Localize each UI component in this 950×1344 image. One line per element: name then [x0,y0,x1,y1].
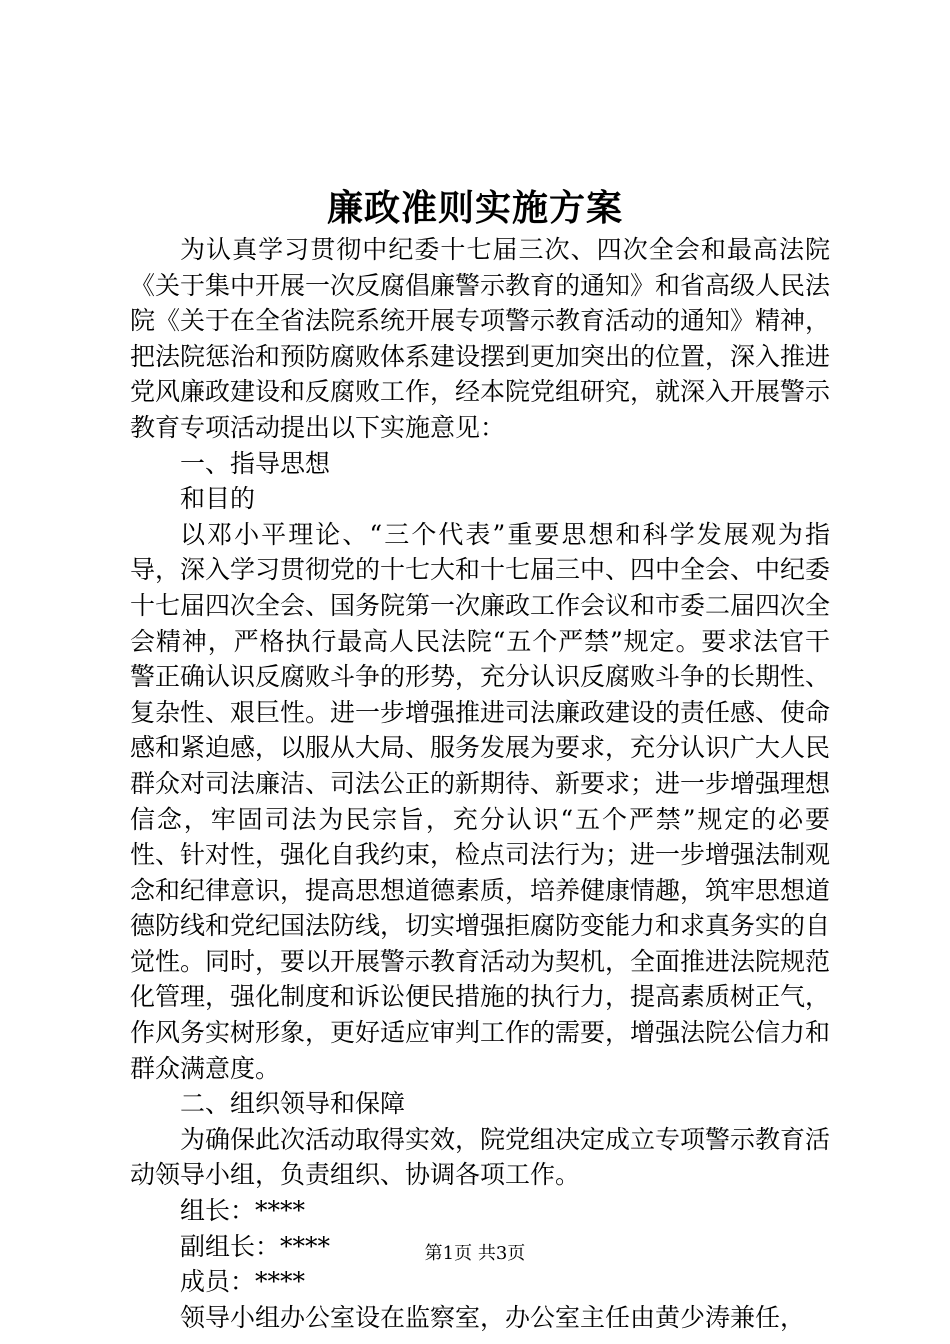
paragraph-office: 领导小组办公室设在监察室，办公室主任由黄少涛兼任， [180,1302,806,1332]
section-heading-continuation: 和目的 [180,484,256,514]
paragraph-organization: 为确保此次活动取得实效，院党组决定成立专项警示教育活动领导小组，负责组织、协调各项工作。 [130,1124,831,1190]
document-title: 廉政准则实施方案 [326,187,623,229]
section-heading-guiding-ideology: 一、指导思想 [180,448,331,478]
paragraph-intro: 为认真学习贯彻中纪委十七届三次、四次全会和最高法院《关于集中开展一次反腐倡廉警示教育的通知》和省高级人民法院《关于在全省法院系统开展专项警示教育活动的通知》精神，把法院惩治和预防腐败体系建设摆到更加突出的位置，深入推进党风廉政建设和反腐败工作，经本院党组研究，就深入开展警示教育专项活动提出以下实施意见： [130,235,831,442]
members-line: 成员：**** [180,1267,306,1297]
paragraph-guiding-ideology: 以邓小平理论、“三个代表”重要思想和科学发展观为指导，深入学习贯彻党的十七大和十七届三中、四中全会、中纪委十七届四次全会、国务院第一次廉政工作会议和市委二届四次全会精神，严格执行最高人民法院“五个严禁”规定。要求法官干警正确认识反腐败斗争的形势，充分认识反腐败斗争的长期性、复杂性、艰巨性。进一步增强推进司法廉政建设的责任感、使命感和紧迫感，以服从大局、服务发展为要求，充分认识广大人民群众对司法廉洁、司法公正的新期待、新要求；进一步增强理想信念，牢固司法为民宗旨，充分认识“五个严禁”规定的必要性、针对性，强化自我约束，检点司法行为；进一步增强法制观念和纪律意识，提高思想道德素质，培养健康情趣，筑牢思想道德防线和党纪国法防线，切实增强拒腐防变能力和求真务实的自觉性。同时，要以开展警示教育活动为契机，全面推进法院规范化管理，强化制度和诉讼便民措施的执行力，提高素质树正气，作风务实树形象，更好适应审判工作的需要，增强法院公信力和群众满意度。 [130,519,831,1083]
section-heading-organization: 二、组织领导和保障 [180,1089,406,1119]
document-body [130,232,830,1335]
team-leader-line: 组长：**** [180,1196,306,1226]
deputy-leader-line: 副组长：**** [180,1231,331,1261]
page-number-footer: 第1页 共3页 [424,1243,526,1264]
